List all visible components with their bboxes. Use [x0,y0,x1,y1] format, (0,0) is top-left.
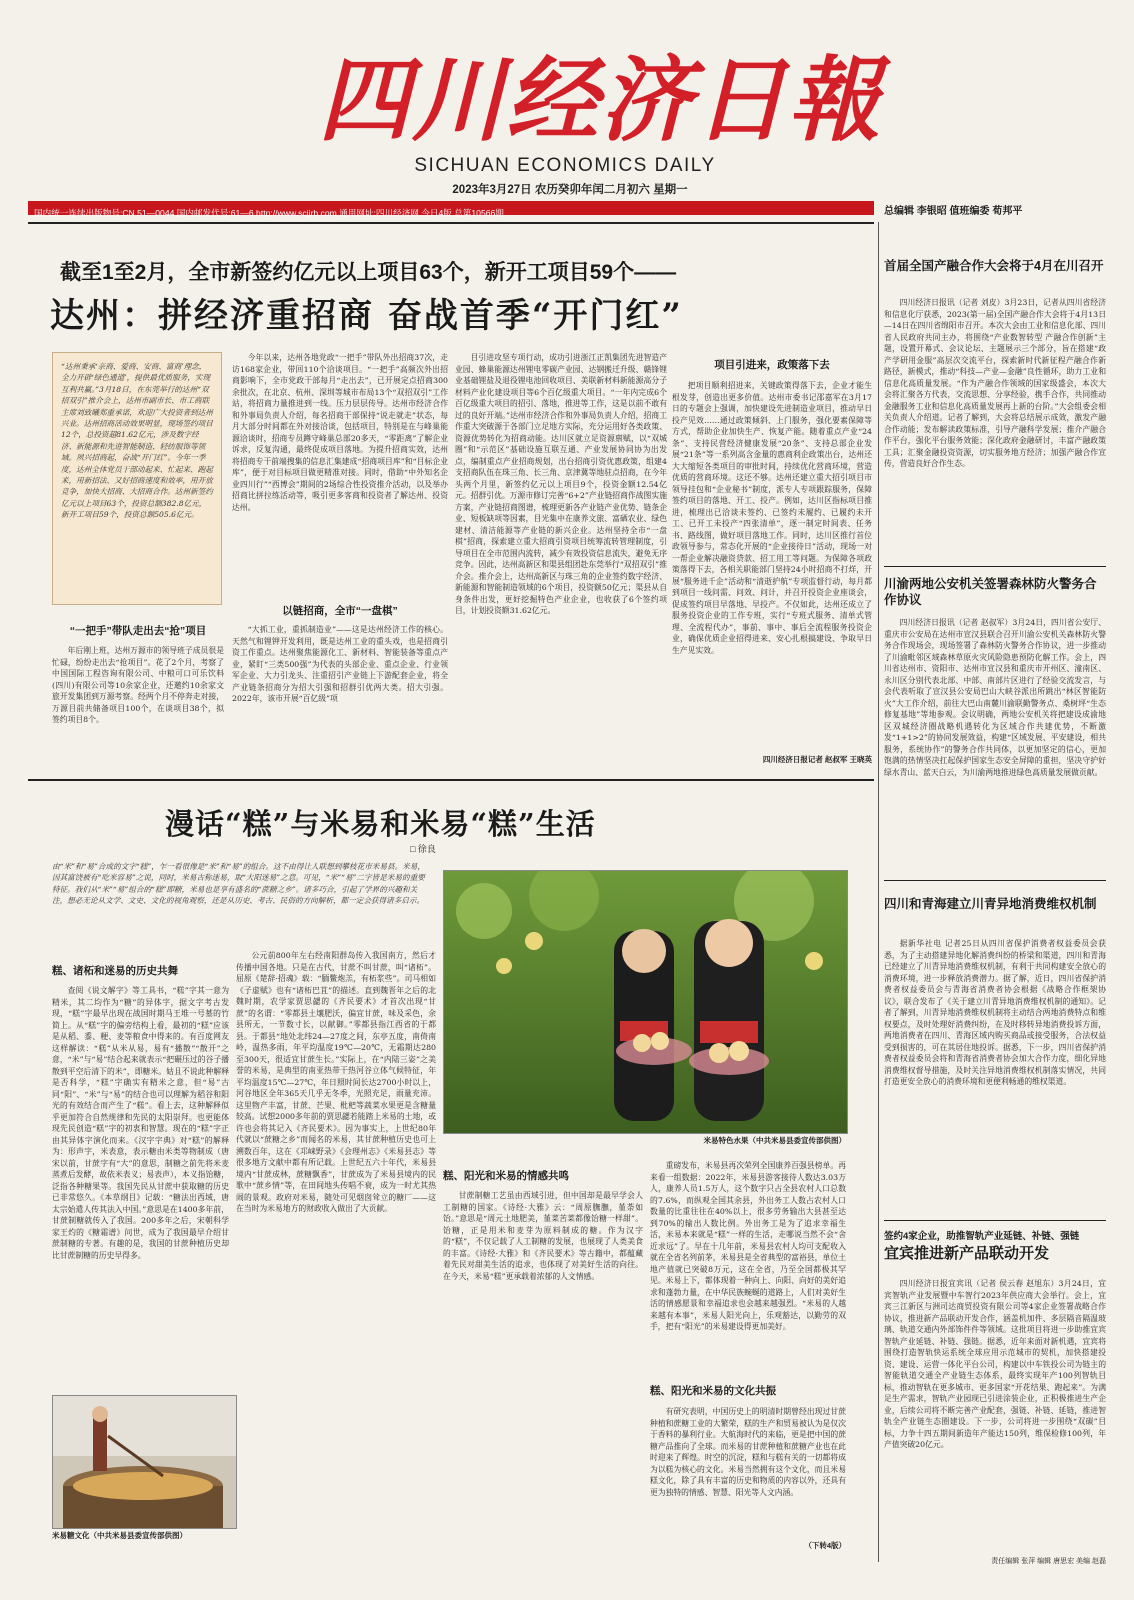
feature-column-1 [52,985,229,1385]
right-story-3-title: 四川和青海建立川青异地消费维权机制 [884,897,1097,911]
fruit-photo-illustration [444,871,847,1133]
feature-column-2-text: 公元前800年左右经南阳群岛传入我国南方，然后才传播中国各地。只是在古代，甘蔗不叫甘蔗，叫“诸柘”。屈原《楚辞·招魂》载：“胹鳖炮羔，有柘浆些”。司马相如《子虚赋》也有“诸柘巴苴”的描述。直到魏晋年之后的北魏时期，农学家贾思勰的《齐民要术》才首次出现“甘蔗”的名谓：“零都县土壤肥沃，偏宜甘蔗，味及采色，余县所无，一节数寸长，以献御。”零都县指江西省的于都县。于都县“地处北纬24—27度之间，东亭五度，南倚南岭，温热多雨，年平均温度19℃—20℃，无霜期达280至300天，很适宜甘蔗生长。”实际上，在“内陆三姿”之美誉的米易，是典型的南亚热带干热河谷立体气候特征，年平均温度15℃—27℃，年日照时间长达2700小时以上，河谷地区全年365天几乎无冬季，光照充足，雨量充沛。这里物产丰富，甘蔗、芒果、枇杷等蔬菜水果更是含糖量较高。试想2000多年前的贾思勰若能踏上米易的土地，或许也会将其记入《齐民要术》。因为事实上，上世纪80年代就以“蔗糖之乡”而闻名的米易，其甘蔗种植历史也可上溯数百年，这在《邛崃野录》《会理州志》《米易县志》等很多地方文献中都有所记载。上世纪五六十年代，米易县境内“甘蔗成林，蔗糖飘香”，甘蔗成为了米易县境内的民歌中“蔗乡情”等，在田间地头传唱不衰，成为一时尤其热闹的景观。政府对米易，随处可见烟囱耸立的糖厂——这在当时为米易地方的财政收入做出了大贡献。 [236,951,436,1213]
lead-column-1-text: 年后刚上班，达州万源市的领导班子成员很是忙碌，纷纷走出去“抢项目”。花了2个月，考察了中国国际工程咨询有限公司、中粮可口可乐饮料(四川)有限公司等10余家企业，还邀约10余家文旅开发集团到万源考察。经两个月不停奔走对接，万源目前共储备项目100个，在谈项目38个，拟签约项目8个。 [52,646,224,724]
feature-column-5 [650,1406,846,1536]
right-story-3-body [884,938,1106,1213]
section-divider [28,779,874,781]
right-story-4-text: 四川经济日报宜宾讯（记者 侯云春 赵旭东）3月24日，宜宾智轨产业发展暨中车智行2023年供应商大会举行。会上，宜宾三江新区与洲司达商贸投资有限公司等4家企业签署战略合作协议，推进新产品联动开发合作，涵盖机加件、多层隔音隔温玻璃、轨道交通内外部饰件件等领域。这批项目将进一步助推宜宾智轨产业延链、补链、强链。据悉，近年来面对新机遇，宜宾将围绕打造智轨快运系统全球应用示范城市的契机，加快搭建投资、建设、运营一体化平台公司，构建以中车铁投公司为链主的智能轨道交通全产业链生态体系，最终实现年产100列智轨目标，推动智轨在更多城市、更多国家“开花结果、跑起来”。为满足生产需求，智轨产业园现已引进涂装企业，正积极推进生产企业，后续公司将不断完善产业配套，强链、补链、延链，推进智轨全产业链生态圈建设。下一步，公司将进一步围绕“双碳”目标，力争十四五期间新造年产能达150列，维保检修100列，年产值突破20亿元。 [884,1279,1106,1449]
lead-column-3-text: 目引进攻坚专项行动，成功引进浙江正凯集团先进智造产业园、蜂巢能源达州锂电零碳产业园、达钢搬迁升级、赣锋锂业基础锂盐及退役锂电池回收项目、美联新材料新能源高分子材料产业化建设项目等6个百亿级重大项目。“一年内完成6个百亿级重大项目的招引、落地，推进等工作，这是以前不敢有过的良好开端。”达州市经济合作和外事局负责人介绍，招商工作重大突破源于各部门立足地方实际，充分运用好各类政策、资源优势转化为招商动能。达川区就立足资源禀赋，以“双城圈”和“示范区”基础设施互联互通、产业发展协同协为出发点，编制重点产业招商规划，出台招商引资优惠政策，组建4支招商队伍在珠三角、长三角、京津冀等地驻点招商，在今年头两个月里，新签约亿元以上项目9个，投资金额12.54亿元。招群引优。万源市修订完善“6+2”产业链招商作战图实施方案，产业链招商图谱，梳理更新各产业链产业优势、链条企业、短板缺项等因素，目光集中在康养文旅、富硒农业、绿色建材、清洁能源等产业链的新兴企业。达州坚持全市“一盘棋”招商，探索建立重大招商引资项目统筹流转管理制度，引导项目在全市范围内流转，减少有效投资信息流失，避免无序竞争。因此，达州高新区和渠县组团赴东莞举行“双招双引”推介会。推介会上，达州高新区与珠三角的企业签约数字经济、新能源和智能制造领域的6个项目，投资额50亿元；渠县从自身条件出发，更好挖掘特色产业企业，也收获了6个签约项目，计划投资额31.62亿元。 [455,353,667,615]
newspaper-logo: 四川经济日報 [318,46,883,154]
right-story-2-body [884,617,1106,869]
lead-subheading-2: 以链招商，全市“一盘棋” [282,605,398,617]
feature-column-4-text: 重磅发布，米易县再次荣列全国康养百强县榜单。再来看一组数据：2022年，米易县游客接待人数达3.03万人，康养人员1.5万人，这个数字只占全县农村人口总数的7.6%，而纵观全国其余县，外出务工人数占农村人口数量的比重往往在40%以上，很多劳务输出大县甚至达到70%的输出人数比例。外出务工是为了追求幸福生活，米易本来就是“糕”一样的生活，走哪说当然不会“舍近求远”了。早在十几年前，米易县农村人均可支配收入就在全省名列前茅，米易县是全省典型的富裕县，单位土地产值就已突破8万元，这在全省，乃至全国都极其罕见。米易上下，都体现着一种向上、向阳、向好的美好追求和蓬勃力量，在中华民族蜿蜒的道路上，人们对美好生活的情感愿景和幸福追求也会越来越强烈。“米易的人越来越有本事”，米易人阳光向上，乐观豁达，以勤劳的双手，把有“阳光”的米易建设得更加美好。 [650,1161,846,1331]
fruit-photo [443,870,848,1134]
issue-date: 2023年3月27日 农历癸卯年闰二月初六 星期一 [452,184,688,196]
lead-column-2b [232,624,448,767]
lead-subheading-1: “一把手”带队走出去“抢”项目 [69,625,207,637]
right-story-1-body [884,297,1106,559]
lead-pre-title: 截至1至2月，全市新签约亿元以上项目63个，新开工项目59个—— [60,261,677,284]
publication-info-text: 国内统一连续出版物号:CN 51—0044 国内邮发代号:61—6 http://www.scjjrb.com 通用网址:四川经济网 今日4版 总第10566期 [34,208,504,218]
column-divider [878,222,879,1562]
lead-byline: 四川经济日报记者 赵叔军 王晓英 [762,755,872,764]
feature-column-2 [236,950,436,1540]
divider [884,1220,1106,1221]
fruit-photo-caption: 米易特色水果（中共米易县委宣传部供图） [703,1136,846,1145]
feature-column-5-text: 有研究表明，中国历史上的明清时期曾经出现过甘蔗种植和蔗糖工业的大繁荣，糕的生产和贸易被认为是仅次于香料的暴利行业。大航海时代的来临，更是把中国的蔗糖产品推向了全球。而米易的甘蔗种植和蔗糖产业也在此时迎来了辉煌。时空的沉淀，糕和与糕有关的一切都将成为以糕为核心的文化。米易当然拥有这个文化，而且米易糕文化，除了具有丰富的历史和物质的内容以外，还具有更为独特的情感、智慧、阳光等人文内涵。 [650,1407,846,1497]
lead-column-2a [232,352,448,600]
feature-column-4 [650,1160,846,1365]
continued-note: （下转4版） [804,1541,846,1550]
right-story-4-body [884,1278,1106,1544]
right-story-1-title: 首届全国产融合作大会将于4月在川召开 [884,259,1104,273]
divider [884,880,1106,881]
right-story-4-pre-title: 签约4家企业，助推智轨产业延链、补链、强链 [884,1231,1080,1242]
newspaper-english-name: SICHUAN ECONOMICS DAILY [414,155,716,176]
sugar-culture-photo-caption: 米易糖文化（中共米易县委宣传部供图） [52,1531,187,1540]
lead-column-1 [52,645,224,767]
lead-column-2b-text: “大抓工业，重抓制造业”——这是达州经济工作的核心。天然气和锂钾开发利用，既是达州工业的重头戏，也是招商引资工作重点。达州聚焦能源化工、新材料、智能装备等重点产业，紧盯“三类500强”为代表的头部企业、重点企业、行业领军企业、大力引龙头、注重招引产业链上下游配套企业，将全产业链条招商分为招大引强和招群引优两大类。招大引强。2022年，该市开展“百亿级”项 [232,625,448,703]
feature-headline: 漫话“糕”与米易和米易“糕”生活 [165,807,596,841]
editors-line: 总编辑 李银昭 值班编委 荀邦平 [884,206,1023,217]
feature-column-3 [443,1190,643,1540]
feature-author: □ 徐良 [410,844,436,854]
feature-column-3-text: 甘蔗制糖工艺虽由西域引进，但中国却是最早学会人工制糖的国家。《诗经·大雅》云：“周原膴膴，堇荼如饴。”意思是“周元土地肥美，堇菜苦菜都像饴糖一样甜”。饴糖，正是用米和麦芽为原料制成的糖。作为汉字的“糕”，不仅记载了人工制糖的发展，也展现了人类美食的丰富。《诗经·大雅》和《齐民要术》等古籍中，都蕴藏着先民对甜美生活的追求，也体现了对美好生活的向往。在今天，米易“糕”更承载着浓郁的人文情感。 [443,1191,643,1281]
feature-subheading-1: 糕、诸柘和迷易的历史共舞 [52,965,178,977]
publication-info-bar [28,201,874,218]
page-footer-editors: 责任编辑 张萍 编辑 唐思宏 美编 赵磊 [991,1558,1106,1565]
lead-summary-box: “达州秉承‘亲商、爱商、安商、富商’理念，全力开辟‘绿色通道’，提供最优质服务，实现互利共赢。”3月18日，在东莞举行的达州“双招双引”推介会上，达州市副市长、市工商联主席刘致曦郑重承诺，欢迎广大投资者到达州兴业。达州招商活动效果明显，现场签约项目12个，总投资超81.62亿元，涉及数字经济、新能源和先进智能制造、轻纺服饰等领域。夙兴招商起，奋战“开门红”。今年一季度，达州全体党员干部动起来、忙起来、跑起来，用新招法、又好招商速度和效率，用开放竞争，加快大招商、大招商合作。达州新签约亿元以上项目63个，投资总额382.8亿元，新开工项目59个，投资总额505.6亿元。 [52,352,222,605]
divider [884,566,1106,567]
right-story-1-text: 四川经济日报讯（记者 刘皮）3月23日，记者从四川省经济和信息化厅获悉，2023(第一届)全国产融合作大会将于4月13日—14日在四川省绵阳市召开。本次大会由工业和信息化部、四川省人民政府共同主办，将围绕“产业数智转型 产融合作创新”主题，设置开幕式、会议论坛、主题展示三个部分，旨在搭建“政产学研用金服”高层次交流平台，探索新时代新征程产融合作新路径，新模式，推动“科技—产业—金融”良性循环，助力工业和信息化高质量发展。“作为产融合作领域的国家级盛会，本次大会将汇聚各方代表，交流思想、分享经验，携手合作，共同推动金融服务工业和信息化高质量发展再上新的台阶。”大会组委会相关负责人介绍道。记者了解到，大会将总结展示成效，激发产融合作动能；发布解读政策标准，引导产融科学发展；推介产融合作平台，强化平台服务效能；深化政府金融研讨，丰富产融政策工具；汇聚金融投资资源，切实服务地方经济；加强产融合作宣传，营造良好合作生态。 [884,298,1106,468]
feature-intro: 由“米”和“易”合成的文字“糕”，乍一看很像是“米”和“易”的组合。这不由得让人联想到攀枝花市米易县。米易，因其富饶被有“吃米容易”之说，同时，米易古称迷易，取“大阳迷易”之意。可见，“米”“易”二字皆是米易的重要特征。我们从“米”“易”组合的“糕”即糖，米易也是享有盛名的“蔗糖之乡”。诸多巧合，引起了学界的兴趣和关注，想必无论从文学、文史、文化的视角观察，还是从历史、考古、民俗的方向解析，都一定会获得诸多启示。 [52,862,425,906]
right-story-3-text: 据新华社电 记者25日从四川省保护消费者权益委员会获悉，为了主动搭建异地化解消费纠纷的桥梁和渠道，四川和青海已经建立了川青异地消费维权机制，有利于共同构建安全放心的消费环境，进一步释放消费潜力。据了解，近日，四川省保护消费者权益委员会与青海省消费者协会根据《战略合作框架协议》，联合发布了《关于建立川青异地消费维权机制的通知》。记者了解到，川青异地消费维权机制将主动结合两地消费特点和维权要点，及时处理好消费纠纷，在及时移转异地消费投诉方面，两地消费者在四川、青海区域内购买商品或接受服务，合法权益受到损害的，可在其居住地投诉。据悉，下一步，四川省保护消费者权益委员会将和青海省消费者协会加大合作力度，细化异地消费维权督导措施，及时关注异地消费维权机制落实情况，共同打造更安全放心的消费环境和更便利畅通的维权渠道。 [884,939,1106,1086]
right-story-2-text: 四川经济日报讯（记者 赵叔军）3月24日，四川省公安厅、重庆市公安局在达州市宣汉县联合召开川渝公安机关森林防火警务合作现场会，现场签署了森林防火警务合作协议，进一步推动了川渝毗邻区域森林草原火灾风险隐患预防化解工作。会上，四川省达州市、资阳市、达州市宣汉县和重庆市开州区、潼南区、永川区分别代表北部、中部、南部片区进行了经验交流发言，与会代表听取了宣汉县公安局巴山大峡谷派出所跳出“林区智能防火”大工作介绍，前往大巴山南麓川渝联勤警务点、桑树坪“生态修复基地”等地参观。会议明确，两地公安机关将把建设成渝地区双城经济圈战略机遇转化为区域合作共建优势，不断激发“1+1>2”的协同发展效益，构建“区域发展、平安建设，相共服务，系统协作”的警务合作共同体，以更加坚定的信心，更加饱满的热情坚决扛起保护国家生态安全屏障的重担，坚决守护好绿水青山、蓝天白云，为川渝两地推进绿色高质量发展做贡献。 [884,618,1106,777]
lead-column-4 [672,380,872,752]
lead-subheading-3: 项目引进来，政策落下去 [714,359,830,371]
lead-column-2a-text: 今年以来，达州各地党政“一把手”带队外出招商37次，走访168家企业，带回110个洽谈项目。“一把手”高频次外出招商影响下，全市党政干部每月“走出去”，已开展定点招商300余批次，在北京、杭州、深圳等城市布局13个“双招双引”工作站，将招商力量推进到一线。压力层层传导。达州市经济合作和外事局负责人介绍，每名招商干部保持“说走就走”状态，每月大部分时间都在外对接洽谈，包括项目，特别是在与峰巢能源洽谈时，招商专员蹲守峰巢总部20多天，“零距离”了解企业诉求，反复沟通，最终促成项目落地。为提升招商实效，达州将招商专干前端搜集的信息汇集建成“招商项目库”和“目标企业库”，便于对目标项目做更精准对接。同时，借助“中外知名企业四川行”“西博会”期间的2场综合性投资推介活动，以及举办招商比拼拉练活动等，吸引更多客商和投资者了解达州、投资达州。 [232,353,448,512]
feature-subheading-2: 糕、阳光和米易的情感共鸣 [443,1170,569,1182]
feature-subheading-3: 糕、阳光和米易的文化共振 [650,1385,776,1397]
lead-headline: 达州：拼经济重招商 奋战首季“开门红” [50,296,683,336]
feature-column-1-text: 查阅《说文解字》等工具书，“糕”字其一意为精米，其二均作为“糖”的异体字，据文字考古发现，“糕”字最早出现在战国时期马王堆一号墓的竹简上。从“糕”字的偏旁结构上看，最初的“糕”应该是从稻、黍、粳、麦等粮食中得来的。有百度网友这样解读：“糕”从米从易，易有“播散”“散开”之意，“米”与“易”结合起来就表示“把碾压过的谷子播散到平空后清下的米”，即糖米。姑且不说此种解释是否科学，“糕”字确实有精米之意，但“易”古同“阳”、“米”与“易”的结合也可以理解为稻谷和阳光的有效结合而产生了“糕”。看上去，这种解释似乎更加符合自然规律和先民的太阳崇拜。也更能体现先民创造“糕”字的初衷和智慧。现在的“糕”字正由其异体字演化而来。《汉字字典》对“糕”的解释为：形声字，米表意，表示糖由米类等物制成（唐宋以前，甘蔗字有“大”的意思，制糖之前先将米麦蒸煮后发酵，故依米表义；易表声），本义指饴糖，泛指各种糖果等。我国先民从甘蔗中获取糖的历史已非常悠久。《本草纲目》记载：“糖法出西域，唐太宗始遣人传其法入中国。”意思是在1400多年前，甘蔗制糖就传入了我国。200多年之后，宋朝科学家王灼的《糖霜谱》问世，成为了我国最早介绍甘蔗制糖的专著。有趣的是，我国的甘蔗种植历史却比甘蔗制糖的历史早得多。 [52,986,229,1260]
divider [28,222,874,224]
right-story-4-title: 宜宾推进新产品联动开发 [884,1245,1050,1262]
sugar-culture-photo-illustration [53,1396,236,1528]
sugar-culture-photo [52,1395,237,1529]
lead-column-3 [455,352,667,767]
lead-column-4-text: 把项目顺利招进来，关键政策得落下去，企业才能生根发芽，创造出更多价值。达州市委书记邵嘉军在3月17日的专题会上强调，加快建设先进制造业项目，推动早日投产见效……通过政策倾斜、上门服务，强化要素保障等方式，帮助企业加快生产、恢复产能。随着重点产业“24条”、支持民营经济健康发展“20条”、支持总部企业发展“21条”等一系列高含金量的惠商利企政策出台，达州还大大缩短各类项目的审批时间，持续优化营商环境，营造优质的营商环境。这还不够。达州还建立重大招引项目市领导挂包和“企业秘书”制度，派专人专项跟踪服务，保障签约项目的落地、开工、投产。例如，达川区指标项目推进，梳理出已洽谈未签约、已签约未履约、已履约未开工、已开工未投产“四张清单”，逐一制定时间表、任务书、路线图，做好项目落地工作。同时，达川区推行首位政领导参与，常态化开展的“企业接待日”活动，现场一对一帮企业解决融资贷款、招工用工等问题。为保障各项政策落得下去，各相关职能部门坚持24小时招商不打烊，开展“服务进千企”活动和“清逝护航”专项监督行动，每月都到项目一线问需、问效、问计，并召开投资企业座谈会，促成签约项目早落地、早投产。不仅如此，达州还成立了服务投资企业的工作专班，实行“专班式服务、清单式管理、全流程代办”，事前、事中、事后全流程服务投资企业，确保优质企业招得进来、安心扎根搞建设、争取早日生产见实效。 [672,381,872,655]
right-story-2-title: 川渝两地公安机关签署森林防火警务合作协议 [884,577,1097,607]
